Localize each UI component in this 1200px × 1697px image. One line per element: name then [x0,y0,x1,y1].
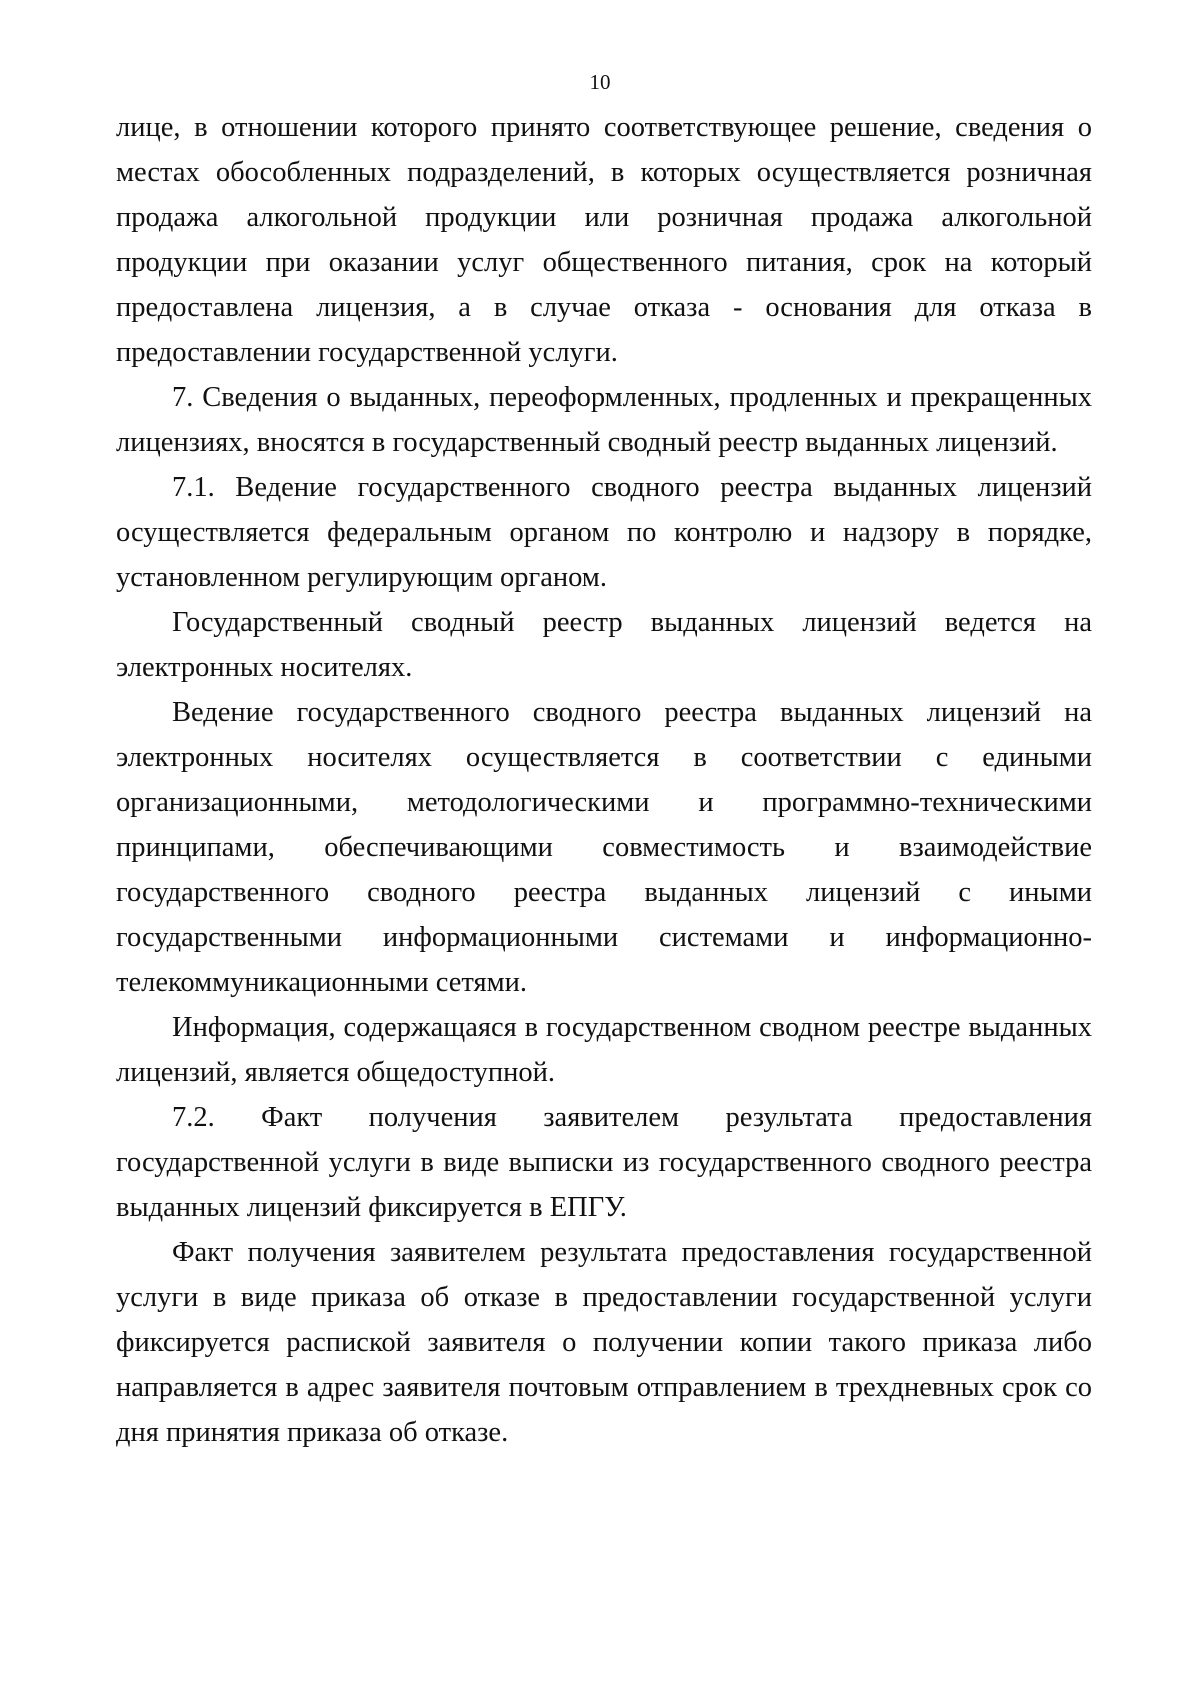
text-line: 7.2. Факт получения заявителем результата предоставления [172,1102,1092,1133]
text-line: установленном регулирующим органом. [116,562,607,593]
text-line: телекоммуникационными сетями. [116,967,528,998]
text-line: услуги в виде приказа об отказе в предоставлении государственной услуги [116,1282,1092,1313]
text-line: 7.1. Ведение государственного сводного реестра выданных лицензий [172,472,1092,503]
text-line: государственной услуги в виде выписки из государственного сводного реестра [116,1147,1092,1178]
page-number: 10 [589,70,611,94]
text-line: 7. Сведения о выданных, переоформленных, продленных и прекращенных [172,382,1092,413]
text-line: Факт получения заявителем результата предоставления государственной [172,1237,1092,1268]
text-line: продажа алкогольной продукции или розничная продажа алкогольной [116,202,1092,233]
text-line: выданных лицензий фиксируется в ЕПГУ. [116,1192,627,1223]
text-line: дня принятия приказа об отказе. [116,1417,509,1448]
text-line: направляется в адрес заявителя почтовым отправлением в трехдневных срок со [116,1372,1092,1403]
text-line: предоставлении государственной услуги. [116,337,618,368]
text-line: лице, в отношении которого принято соответствующее решение, сведения о [116,112,1092,143]
text-line: электронных носителях. [116,652,413,683]
text-line: Государственный сводный реестр выданных лицензий ведется на [172,607,1092,638]
text-line: Ведение государственного сводного реестра выданных лицензий на [172,697,1092,728]
text-line: организационными, методологическими и программно-техническими [116,787,1092,818]
text-line: электронных носителях осуществляется в соответствии с едиными [116,742,1092,773]
text-line: Информация, содержащаяся в государственном сводном реестре выданных [172,1012,1092,1043]
text-line: принципами, обеспечивающими совместимость и взаимодействие [116,832,1092,863]
text-line: лицензий, является общедоступной. [116,1057,556,1088]
text-line: осуществляется федеральным органом по контролю и надзору в порядке, [116,517,1092,548]
text-line: фиксируется распиской заявителя о получении копии такого приказа либо [116,1327,1092,1358]
text-line: государственными информационными системами и информационно- [116,922,1092,953]
text-line: государственного сводного реестра выданных лицензий с иными [116,877,1092,908]
text-line: продукции при оказании услуг общественного питания, срок на который [116,247,1092,278]
text-line: местах обособленных подразделений, в которых осуществляется розничная [116,157,1092,188]
text-line: предоставлена лицензия, а в случае отказа - основания для отказа в [116,292,1092,323]
text-line: лицензиях, вносятся в государственный сводный реестр выданных лицензий. [116,427,1058,458]
